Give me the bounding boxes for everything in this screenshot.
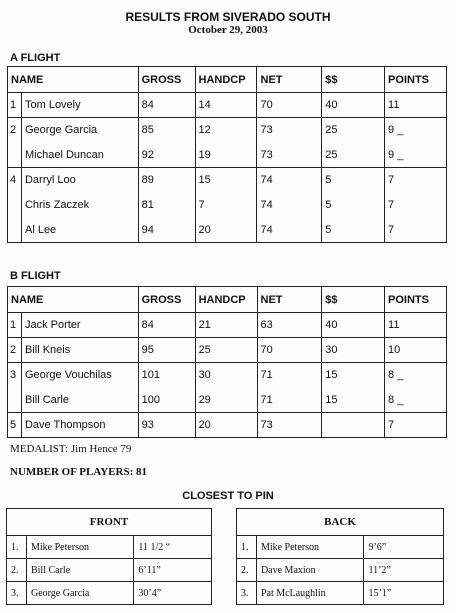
gross-cell: 95	[138, 338, 195, 363]
gross-cell: 94	[138, 218, 195, 243]
pin-name: Mike Peterson	[256, 536, 364, 559]
pin-rank: 2.	[7, 559, 27, 582]
table-row	[8, 388, 447, 413]
name-cell: Chris Zaczek	[21, 193, 138, 218]
handcp-cell: 25	[195, 338, 257, 363]
net-cell: 74	[257, 218, 322, 243]
pin-distance: 6’11”	[134, 559, 212, 582]
name-cell: Dave Thompson	[21, 413, 138, 438]
money-cell: 25	[322, 143, 385, 168]
name-cell: Darryl Loo	[21, 168, 138, 193]
pin-name: George Garcia	[26, 582, 133, 605]
a-flight-heading: A FLIGHT	[10, 52, 61, 64]
pin-rank: 2.	[237, 559, 257, 582]
b-flight-heading: B FLIGHT	[10, 270, 61, 282]
col-header-money: $$	[322, 67, 385, 93]
pin-rank: 3.	[237, 582, 257, 605]
rank-cell	[8, 388, 22, 413]
net-cell: 63	[257, 313, 322, 338]
net-cell: 73	[257, 413, 322, 438]
net-cell: 71	[257, 363, 322, 388]
gross-cell: 89	[138, 168, 195, 193]
handcp-cell: 12	[195, 118, 257, 143]
b-flight-table	[7, 286, 447, 438]
back-pin-table	[236, 508, 444, 605]
gross-cell: 93	[138, 413, 195, 438]
pin-row	[237, 559, 444, 582]
pin-distance: 9’6”	[364, 536, 444, 559]
points-cell: 9 _	[385, 143, 447, 168]
pin-row	[237, 536, 444, 559]
table-row	[8, 363, 447, 388]
back-heading: BACK	[237, 509, 444, 536]
table-row	[8, 313, 447, 338]
table-row	[8, 338, 447, 363]
points-cell: 11	[385, 93, 447, 118]
pin-rank: 1.	[7, 536, 27, 559]
gross-cell: 100	[138, 388, 195, 413]
medalist-line: MEDALIST: Jim Hence 79	[10, 443, 132, 455]
points-cell: 11	[385, 313, 447, 338]
handcp-cell: 19	[195, 143, 257, 168]
front-pin-table	[6, 508, 212, 605]
rank-cell: 3	[8, 363, 22, 388]
col-header-handcp: HANDCP	[195, 67, 257, 93]
rank-cell: 1	[8, 93, 22, 118]
name-cell: Jack Porter	[21, 313, 138, 338]
money-cell: 5	[322, 168, 385, 193]
net-cell: 73	[257, 118, 322, 143]
money-cell: 30	[322, 338, 385, 363]
table-row	[8, 118, 447, 143]
money-cell: 5	[322, 193, 385, 218]
handcp-cell: 15	[195, 168, 257, 193]
points-cell: 8 _	[385, 388, 447, 413]
col-header-money: $$	[322, 287, 385, 313]
col-header-gross: GROSS	[138, 287, 195, 313]
rank-cell: 2	[8, 118, 22, 143]
rank-cell: 4	[8, 168, 22, 193]
net-cell: 71	[257, 388, 322, 413]
player-count: NUMBER OF PLAYERS: 81	[10, 466, 148, 478]
money-cell: 15	[322, 388, 385, 413]
points-cell: 8 _	[385, 363, 447, 388]
rank-cell	[8, 143, 22, 168]
col-header-gross: GROSS	[138, 67, 195, 93]
points-cell: 7	[385, 168, 447, 193]
col-header-net: NET	[257, 67, 322, 93]
points-cell: 10	[385, 338, 447, 363]
net-cell: 74	[257, 168, 322, 193]
table-row	[8, 143, 447, 168]
handcp-cell: 20	[195, 413, 257, 438]
page-title: RESULTS FROM SIVERADO SOUTH	[125, 10, 331, 24]
table-header-row	[8, 287, 447, 313]
handcp-cell: 7	[195, 193, 257, 218]
col-header-name: NAME	[8, 287, 139, 313]
net-cell: 73	[257, 143, 322, 168]
money-cell: 40	[322, 313, 385, 338]
front-heading: FRONT	[7, 509, 212, 536]
rank-cell: 5	[8, 413, 22, 438]
handcp-cell: 20	[195, 218, 257, 243]
money-cell: 5	[322, 218, 385, 243]
pin-name: Bill Carle	[26, 559, 133, 582]
name-cell: Tom Lovely	[21, 93, 138, 118]
name-cell: George Vouchilas	[21, 363, 138, 388]
rank-cell	[8, 218, 22, 243]
pin-distance: 30’4”	[134, 582, 212, 605]
page-date: October 29, 2003	[188, 24, 268, 36]
money-cell	[322, 413, 385, 438]
money-cell: 15	[322, 363, 385, 388]
gross-cell: 81	[138, 193, 195, 218]
name-cell: Bill Kneis	[21, 338, 138, 363]
pin-row	[237, 582, 444, 605]
money-cell: 40	[322, 93, 385, 118]
gross-cell: 84	[138, 93, 195, 118]
points-cell: 7	[385, 193, 447, 218]
net-cell: 70	[257, 93, 322, 118]
col-header-points: POINTS	[385, 287, 447, 313]
closest-to-pin-title: CLOSEST TO PIN	[182, 490, 274, 502]
col-header-points: POINTS	[385, 67, 447, 93]
table-row	[8, 168, 447, 193]
handcp-cell: 29	[195, 388, 257, 413]
pin-distance: 15’1”	[364, 582, 444, 605]
money-cell: 25	[322, 118, 385, 143]
name-cell: George Garcia	[21, 118, 138, 143]
gross-cell: 85	[138, 118, 195, 143]
gross-cell: 84	[138, 313, 195, 338]
pin-distance: 11 1/2 “	[134, 536, 212, 559]
handcp-cell: 14	[195, 93, 257, 118]
points-cell: 7	[385, 413, 447, 438]
pin-row	[7, 559, 212, 582]
table-header-row	[8, 67, 447, 93]
col-header-handcp: HANDCP	[195, 287, 257, 313]
net-cell: 74	[257, 193, 322, 218]
pin-name: Dave Maxion	[256, 559, 364, 582]
col-header-net: NET	[257, 287, 322, 313]
name-cell: Al Lee	[21, 218, 138, 243]
pin-distance: 11’2”	[364, 559, 444, 582]
col-header-name: NAME	[8, 67, 139, 93]
net-cell: 70	[257, 338, 322, 363]
handcp-cell: 30	[195, 363, 257, 388]
rank-cell: 2	[8, 338, 22, 363]
name-cell: Michael Duncan	[21, 143, 138, 168]
table-row	[8, 93, 447, 118]
table-row	[8, 413, 447, 438]
pin-name: Mike Peterson	[26, 536, 133, 559]
a-flight-table	[7, 66, 447, 243]
table-row	[8, 193, 447, 218]
pin-rank: 3.	[7, 582, 27, 605]
gross-cell: 101	[138, 363, 195, 388]
points-cell: 7	[385, 218, 447, 243]
name-cell: Bill Carle	[21, 388, 138, 413]
pin-row	[7, 536, 212, 559]
pin-row	[7, 582, 212, 605]
pin-name: Pat McLaughlin	[256, 582, 364, 605]
points-cell: 9 _	[385, 118, 447, 143]
rank-cell	[8, 193, 22, 218]
gross-cell: 92	[138, 143, 195, 168]
pin-rank: 1.	[237, 536, 257, 559]
handcp-cell: 21	[195, 313, 257, 338]
table-row	[8, 218, 447, 243]
rank-cell: 1	[8, 313, 22, 338]
